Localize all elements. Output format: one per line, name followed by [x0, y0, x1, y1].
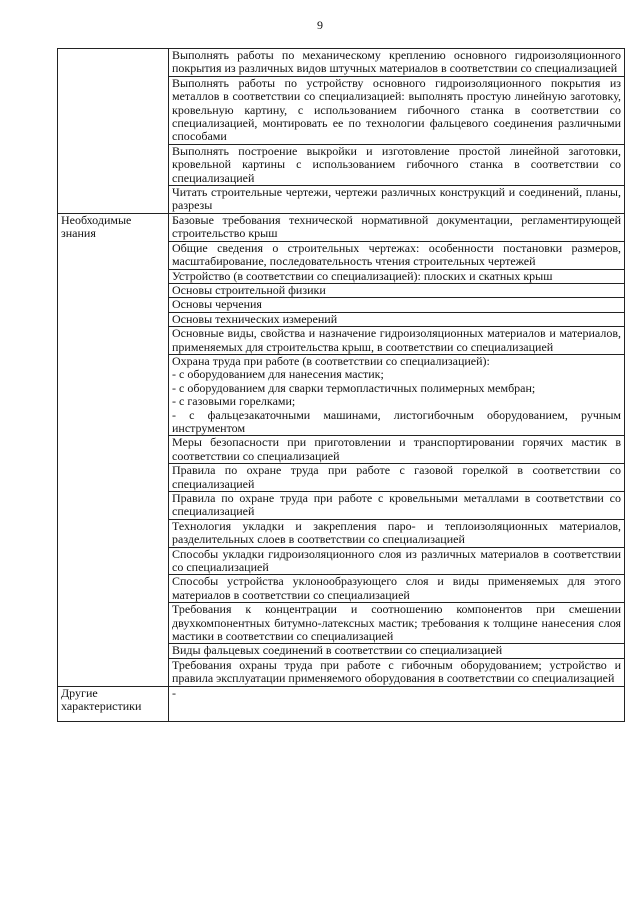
requirement-line: Основы строительной физики: [172, 282, 326, 297]
table-row: [58, 686, 625, 721]
requirement-line: Базовые требования технической нормативной документации, регламентирующей строительство крыш: [172, 212, 621, 241]
requirement-cell: [169, 49, 625, 77]
table-body: [58, 49, 625, 722]
requirement-line: Правила по охране труда при работе с газовой горелкой в соответствии со специализацией: [172, 463, 621, 491]
requirement-cell: [169, 269, 625, 283]
requirement-line: Выполнять построение выкройки и изготовление простой линейной заготовки, кровельной картины с использованием гибочного станка в соответствии со специализацией: [172, 143, 621, 185]
requirement-line: Устройство (в соответствии со специализацией): плоских и скатных крыш: [172, 268, 553, 283]
requirement-cell: [169, 186, 625, 214]
page-number: 9: [317, 18, 323, 32]
knowledge-table: [57, 48, 625, 722]
requirement-cell: [169, 436, 625, 464]
requirement-cell: [169, 312, 625, 326]
requirement-line: Выполнять работы по устройству основного гидроизоляционного покрытия из металлов в соответствии со специализацией: выполнять простую линейную заготовку, кровельную картину, с использованием гибочного станка в соответствии со специализацией, монтировать ее по технологии фальцевого соединения различными способами: [172, 75, 621, 144]
requirement-line: Технология укладки и закрепления паро- и теплоизоляционных материалов, разделительных слоев в соответствии со специализацией: [172, 518, 621, 547]
requirement-cell: [169, 76, 625, 144]
section-label: [58, 49, 169, 214]
requirement-line: Способы устройства уклонообразующего слоя и виды применяемых для этого материалов в соответствии со специализацией: [172, 574, 621, 602]
requirement-cell: [169, 213, 625, 241]
table-row: [58, 213, 625, 241]
requirement-line: - с оборудованием для сварки термопластичных полимерных мембран;: [172, 380, 536, 395]
requirement-line: Правила по охране труда при работе с кровельными металлами в соответствии со специализацией: [172, 491, 621, 519]
requirement-line: Требования охраны труда при работе с гибочным оборудованием; устройство и правила эксплуатации применяемого оборудования в соответствии со специализацией: [172, 657, 621, 686]
requirement-line: Основы технических измерений: [172, 311, 338, 326]
requirement-line: Общие сведения о строительных чертежах: особенности постановки размеров, масштабирование, последовательность чтения строительных чертежей: [172, 240, 621, 269]
requirement-cell: [169, 464, 625, 492]
requirement-cell: [169, 547, 625, 575]
requirement-line: Меры безопасности при приготовлении и транспортировании горячих мастик в соответствии со специализацией: [172, 435, 621, 463]
requirement-line: Читать строительные чертежи, чертежи различных конструкций и соединений, планы, разрезы: [172, 185, 621, 213]
requirement-cell: [169, 354, 625, 435]
requirement-cell: [169, 327, 625, 355]
requirement-line: Виды фальцевых соединений в соответствии со специализацией: [172, 643, 503, 658]
requirement-cell: [169, 603, 625, 644]
requirement-cell: [169, 241, 625, 269]
requirement-line: - с оборудованием для нанесения мастик;: [172, 367, 384, 382]
requirement-cell: [169, 575, 625, 603]
requirement-cell: [169, 144, 625, 185]
requirement-line: - с фальцезакаточными машинами, листогибочным оборудованием, ручным инструментом: [172, 407, 621, 435]
requirement-line: Способы укладки гидроизоляционного слоя из различных материалов в соответствии со специализацией: [172, 546, 621, 575]
requirement-cell: [169, 298, 625, 312]
requirement-line: Основные виды, свойства и назначение гидроизоляционных материалов и материалов, применяемых для строительства крыш, в соответствии со специализацией: [172, 326, 621, 354]
requirement-cell: [169, 644, 625, 658]
requirement-line: Охрана труда при работе (в соответствии со специализацией):: [172, 353, 490, 368]
requirement-line: -: [172, 685, 176, 700]
requirement-cell: [169, 658, 625, 686]
requirement-cell: [169, 519, 625, 547]
requirement-line: Выполнять работы по механическому креплению основного гидроизоляционного покрытия из различных видов штучных материалов в соответствии со специализацией: [172, 48, 621, 76]
requirement-line: - с газовыми горелками;: [172, 394, 296, 409]
requirement-line: Основы черчения: [172, 297, 262, 312]
section-label: Необходимые знания: [58, 213, 169, 686]
section-label: Другие характеристики: [58, 686, 169, 721]
requirement-cell: [169, 686, 625, 721]
requirement-line: Требования к концентрации и соотношению компонентов при смешении двухкомпонентных битумно-латексных мастик; требования к толщине нанесения слоя мастики в соответствии со специализацией: [172, 602, 621, 644]
requirement-cell: [169, 283, 625, 297]
requirement-cell: [169, 492, 625, 520]
table-row: [58, 49, 625, 77]
